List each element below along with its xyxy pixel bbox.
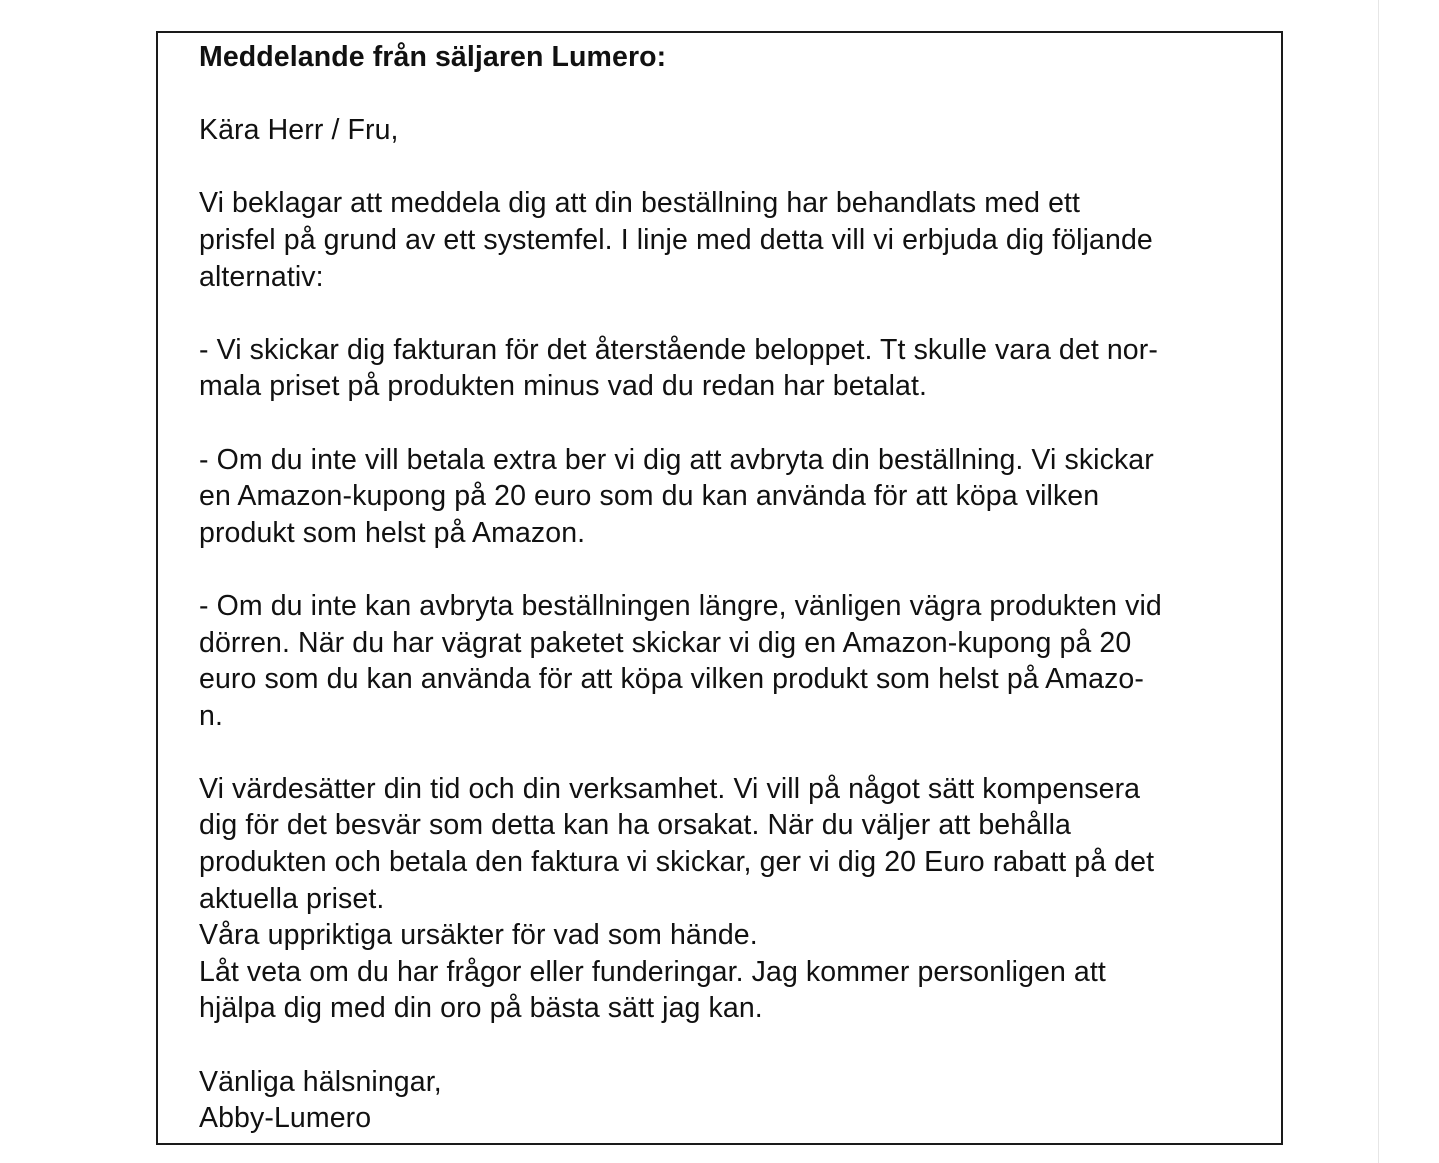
option-line: en Amazon-kupong på 20 euro som du kan använda för att köpa vilken xyxy=(199,480,1100,513)
intro-line: alternativ: xyxy=(199,260,324,293)
signature: Abby-Lumero xyxy=(199,1102,372,1135)
closing-line: aktuella priset. xyxy=(199,882,385,915)
closing-line: produkten och betala den faktura vi skickar, ger vi dig 20 Euro rabatt på det xyxy=(199,846,1155,879)
greeting: Kära Herr / Fru, xyxy=(199,114,399,147)
intro-paragraph xyxy=(199,185,1249,295)
option-refuse xyxy=(199,588,1249,734)
closing-line: hjälpa dig med din oro på bästa sätt jag kan. xyxy=(199,992,763,1025)
option-line: dörren. När du har vägrat paketet skickar vi dig en Amazon-kupong på 20 xyxy=(199,626,1132,659)
option-line: - Om du inte vill betala extra ber vi dig att avbryta din beställning. Vi skickar xyxy=(199,443,1154,476)
intro-line: Vi beklagar att meddela dig att din beställning har behandlats med ett xyxy=(199,187,1081,220)
closing-line: Vi värdesätter din tid och din verksamhet. Vi vill på något sätt kompensera xyxy=(199,772,1141,805)
option-cancel xyxy=(199,442,1249,552)
option-line: mala priset på produkten minus vad du redan har betalat. xyxy=(199,370,928,403)
option-line: produkt som helst på Amazon. xyxy=(199,516,586,549)
option-line: - Om du inte kan avbryta beställningen längre, vänligen vägra produkten vid xyxy=(199,589,1162,622)
sign-off: Vänliga hälsningar, xyxy=(199,1065,442,1098)
closing-line: dig för det besvär som detta kan ha orsakat. När du väljer att behålla xyxy=(199,809,1071,842)
message-content xyxy=(199,39,1249,1137)
closing-paragraph xyxy=(199,771,1249,1027)
seller-message-box xyxy=(156,31,1283,1145)
closing-line: Våra uppriktiga ursäkter för vad som hände. xyxy=(199,919,758,952)
message-heading: Meddelande från säljaren Lumero: xyxy=(199,41,667,73)
intro-line: prisfel på grund av ett systemfel. I linje med detta vill vi erbjuda dig följande xyxy=(199,223,1153,256)
option-line: euro som du kan använda för att köpa vilken produkt som helst på Amazo- xyxy=(199,663,1144,696)
page-edge-divider xyxy=(1378,0,1379,1163)
option-invoice xyxy=(199,332,1249,405)
option-line: n. xyxy=(199,699,223,732)
closing-line: Låt veta om du har frågor eller funderingar. Jag kommer personligen att xyxy=(199,955,1106,988)
option-line: - Vi skickar dig fakturan för det återstående beloppet. Tt skulle vara det nor- xyxy=(199,333,1158,366)
